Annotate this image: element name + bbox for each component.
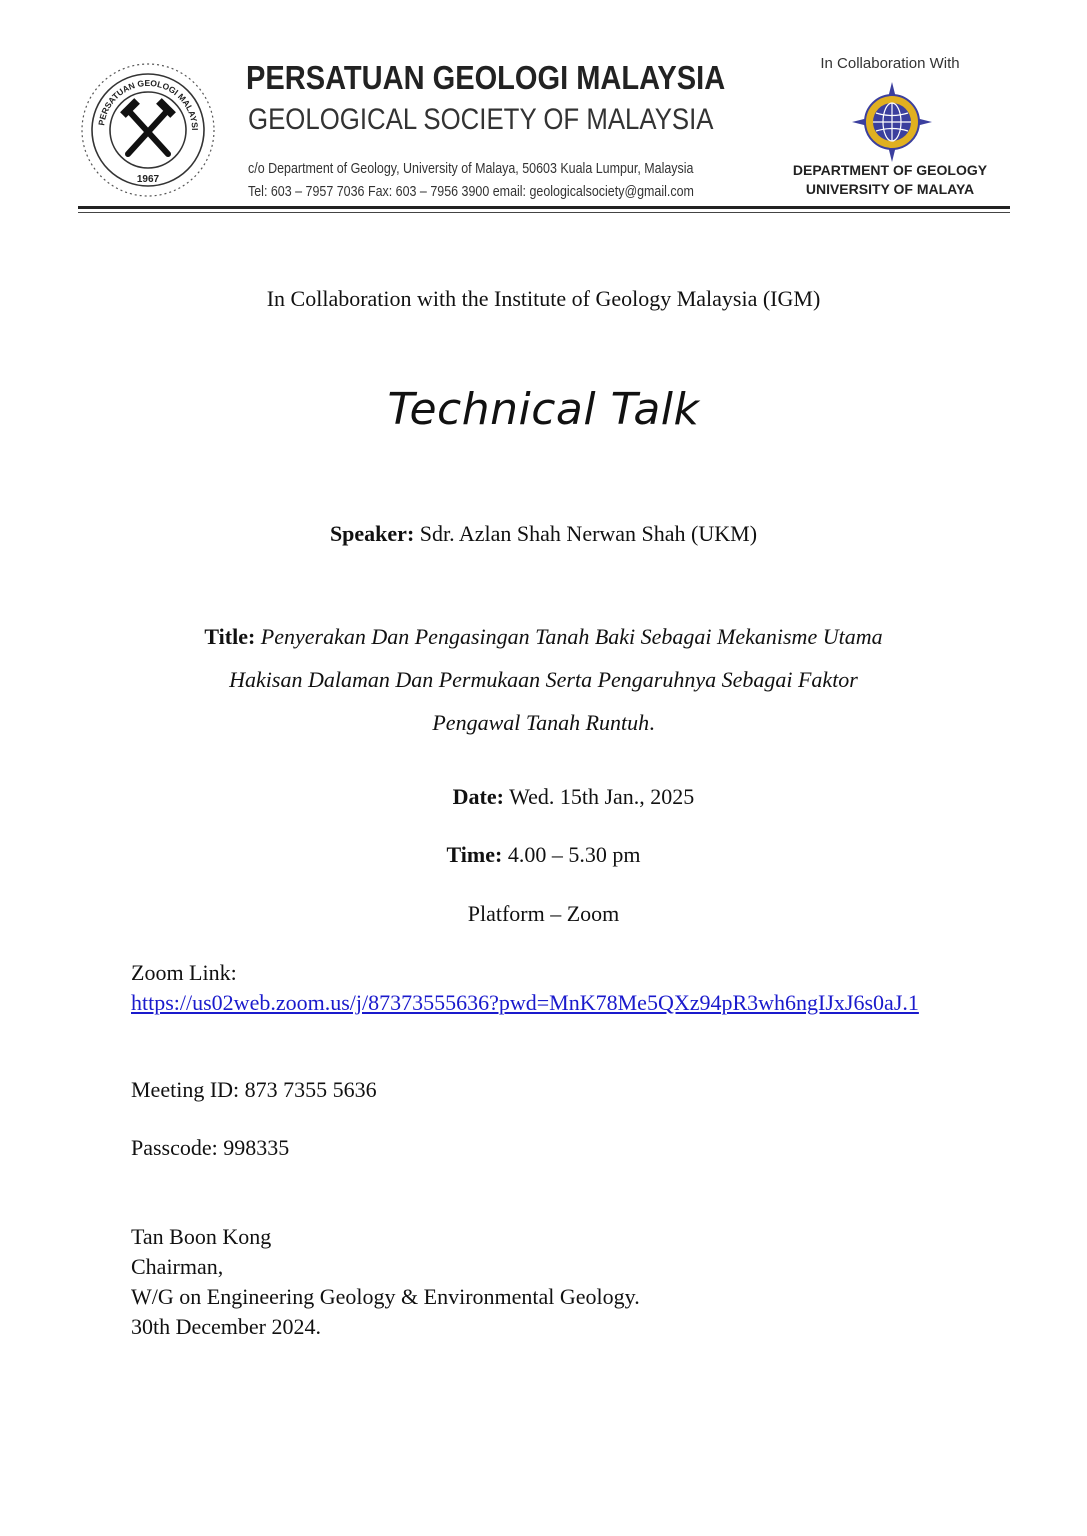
society-name-malay: PERSATUAN GEOLOGI MALAYSIA	[246, 59, 726, 96]
speaker-label: Speaker:	[329, 521, 415, 546]
logo-ring-text: PERSATUAN GEOLOGI MALAYSI	[96, 77, 201, 131]
passcode: Passcode: 998335	[131, 1135, 290, 1160]
talk-heading: Technical Talk	[387, 384, 700, 435]
zoom-link-label: Zoom Link:	[131, 960, 237, 985]
crossed-hammers-icon	[78, 60, 218, 200]
society-address: c/o Department of Geology, University of Malaya, 50603 Kuala Lumpur, Malaysia	[248, 161, 694, 177]
time-line	[0, 841, 1087, 869]
compass-globe-icon	[850, 80, 934, 164]
title-line-2: Hakisan Dalaman Dan Permukaan Serta Pengaruhnya Sebagai Faktor	[229, 667, 858, 692]
platform-line: Platform – Zoom	[467, 901, 620, 926]
department-logo	[850, 80, 934, 164]
talk-title	[0, 615, 1087, 744]
logo-year: 1967	[136, 174, 160, 185]
collaboration-label: In Collaboration With	[820, 55, 960, 72]
society-logo	[78, 60, 218, 200]
signatory-role: Chairman,	[131, 1254, 224, 1279]
collaboration-line: In Collaboration with the Institute of Geology Malaysia (IGM)	[266, 286, 821, 311]
zoom-link[interactable]: https://us02web.zoom.us/j/87373555636?pwd=MnK78Me5QXz94pR3wh6ngIJxJ6s0aJ.1	[131, 990, 919, 1015]
letterhead-divider-thin	[78, 212, 1010, 213]
department-name	[780, 161, 1000, 199]
signatory-name: Tan Boon Kong	[131, 1224, 272, 1249]
signatory-group: W/G on Engineering Geology & Environmental Geology.	[131, 1284, 640, 1309]
time-value: 4.00 – 5.30 pm	[507, 842, 641, 867]
speaker-value: Sdr. Azlan Shah Nerwan Shah (UKM)	[419, 521, 758, 546]
department-name-line1: DEPARTMENT OF GEOLOGY	[792, 162, 988, 178]
society-contact: Tel: 603 – 7957 7036 Fax: 603 – 7956 3900 email: geologicalsociety@gmail.com	[248, 184, 694, 200]
speaker-line	[0, 520, 1087, 548]
meeting-id: Meeting ID: 873 7355 5636	[131, 1077, 377, 1102]
date-line	[30, 783, 1087, 811]
title-label: Title:	[204, 624, 256, 649]
letterhead-divider	[78, 206, 1010, 209]
time-label: Time:	[446, 842, 503, 867]
society-name-english: GEOLOGICAL SOCIETY OF MALAYSIA	[248, 103, 714, 136]
title-line-3: Pengawal Tanah Runtuh	[432, 710, 650, 735]
department-name-line2: UNIVERSITY OF MALAYA	[805, 181, 975, 197]
date-value: Wed. 15th Jan., 2025	[509, 784, 695, 809]
date-label: Date:	[452, 784, 504, 809]
title-end: .	[649, 710, 655, 735]
signature-block	[131, 1222, 640, 1342]
signature-date: 30th December 2024.	[131, 1314, 321, 1339]
title-line-1: Penyerakan Dan Pengasingan Tanah Baki Sebagai Mekanisme Utama	[260, 624, 883, 649]
